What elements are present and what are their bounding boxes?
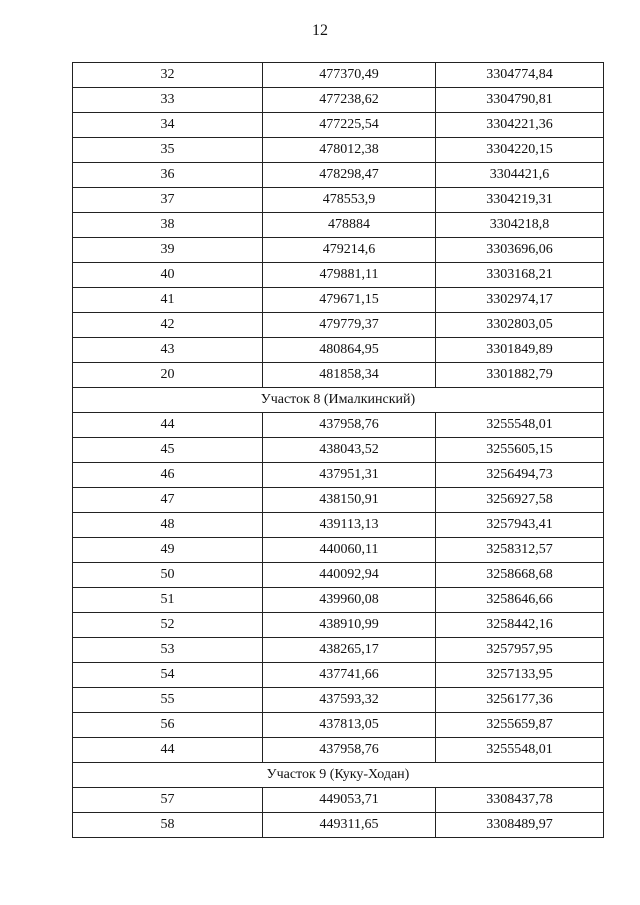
point-number-cell: 44 [73, 738, 263, 763]
point-number-cell: 52 [73, 613, 263, 638]
table-row [73, 438, 604, 463]
y-coordinate-cell: 3303168,21 [436, 263, 604, 288]
table-row [73, 338, 604, 363]
y-coordinate-cell: 3255605,15 [436, 438, 604, 463]
point-number-cell: 37 [73, 188, 263, 213]
point-number-cell: 35 [73, 138, 263, 163]
y-coordinate-cell: 3304774,84 [436, 63, 604, 88]
x-coordinate-cell: 478012,38 [263, 138, 436, 163]
table-row [73, 413, 604, 438]
table-row [73, 788, 604, 813]
x-coordinate-cell: 477238,62 [263, 88, 436, 113]
point-number-cell: 38 [73, 213, 263, 238]
y-coordinate-cell: 3304218,8 [436, 213, 604, 238]
table-row [73, 713, 604, 738]
y-coordinate-cell: 3255548,01 [436, 413, 604, 438]
x-coordinate-cell: 438043,52 [263, 438, 436, 463]
x-coordinate-cell: 478553,9 [263, 188, 436, 213]
x-coordinate-cell: 438150,91 [263, 488, 436, 513]
table-row [73, 263, 604, 288]
table-row [73, 538, 604, 563]
x-coordinate-cell: 437593,32 [263, 688, 436, 713]
table-row [73, 163, 604, 188]
y-coordinate-cell: 3304219,31 [436, 188, 604, 213]
point-number-cell: 41 [73, 288, 263, 313]
point-number-cell: 36 [73, 163, 263, 188]
section-header-row [73, 763, 604, 788]
x-coordinate-cell: 437813,05 [263, 713, 436, 738]
y-coordinate-cell: 3255548,01 [436, 738, 604, 763]
table-row [73, 288, 604, 313]
y-coordinate-cell: 3308437,78 [436, 788, 604, 813]
y-coordinate-cell: 3304421,6 [436, 163, 604, 188]
y-coordinate-cell: 3301849,89 [436, 338, 604, 363]
point-number-cell: 58 [73, 813, 263, 838]
table-row [73, 313, 604, 338]
x-coordinate-cell: 479779,37 [263, 313, 436, 338]
coordinates-table-body [73, 63, 604, 838]
x-coordinate-cell: 479671,15 [263, 288, 436, 313]
point-number-cell: 53 [73, 638, 263, 663]
y-coordinate-cell: 3256177,36 [436, 688, 604, 713]
point-number-cell: 20 [73, 363, 263, 388]
y-coordinate-cell: 3308489,97 [436, 813, 604, 838]
x-coordinate-cell: 440092,94 [263, 563, 436, 588]
point-number-cell: 54 [73, 663, 263, 688]
table-row [73, 513, 604, 538]
point-number-cell: 57 [73, 788, 263, 813]
y-coordinate-cell: 3255659,87 [436, 713, 604, 738]
point-number-cell: 34 [73, 113, 263, 138]
y-coordinate-cell: 3258442,16 [436, 613, 604, 638]
section-header-row [73, 388, 604, 413]
x-coordinate-cell: 437951,31 [263, 463, 436, 488]
x-coordinate-cell: 479214,6 [263, 238, 436, 263]
x-coordinate-cell: 439960,08 [263, 588, 436, 613]
y-coordinate-cell: 3256927,58 [436, 488, 604, 513]
table-row [73, 363, 604, 388]
point-number-cell: 44 [73, 413, 263, 438]
x-coordinate-cell: 449311,65 [263, 813, 436, 838]
x-coordinate-cell: 480864,95 [263, 338, 436, 363]
table-row [73, 213, 604, 238]
table-row [73, 463, 604, 488]
point-number-cell: 48 [73, 513, 263, 538]
coordinates-table [72, 62, 604, 838]
y-coordinate-cell: 3304790,81 [436, 88, 604, 113]
point-number-cell: 43 [73, 338, 263, 363]
point-number-cell: 39 [73, 238, 263, 263]
x-coordinate-cell: 477225,54 [263, 113, 436, 138]
point-number-cell: 49 [73, 538, 263, 563]
table-row [73, 88, 604, 113]
table-row [73, 113, 604, 138]
table-row [73, 488, 604, 513]
y-coordinate-cell: 3257133,95 [436, 663, 604, 688]
y-coordinate-cell: 3304220,15 [436, 138, 604, 163]
y-coordinate-cell: 3303696,06 [436, 238, 604, 263]
table-row [73, 688, 604, 713]
x-coordinate-cell: 478298,47 [263, 163, 436, 188]
y-coordinate-cell: 3302803,05 [436, 313, 604, 338]
y-coordinate-cell: 3258646,66 [436, 588, 604, 613]
y-coordinate-cell: 3304221,36 [436, 113, 604, 138]
point-number-cell: 32 [73, 63, 263, 88]
table-row [73, 63, 604, 88]
x-coordinate-cell: 438910,99 [263, 613, 436, 638]
point-number-cell: 42 [73, 313, 263, 338]
y-coordinate-cell: 3256494,73 [436, 463, 604, 488]
point-number-cell: 40 [73, 263, 263, 288]
table-row [73, 238, 604, 263]
table-row [73, 138, 604, 163]
y-coordinate-cell: 3302974,17 [436, 288, 604, 313]
point-number-cell: 55 [73, 688, 263, 713]
table-row [73, 563, 604, 588]
point-number-cell: 46 [73, 463, 263, 488]
x-coordinate-cell: 439113,13 [263, 513, 436, 538]
y-coordinate-cell: 3258312,57 [436, 538, 604, 563]
y-coordinate-cell: 3301882,79 [436, 363, 604, 388]
point-number-cell: 51 [73, 588, 263, 613]
x-coordinate-cell: 477370,49 [263, 63, 436, 88]
x-coordinate-cell: 437958,76 [263, 413, 436, 438]
table-row [73, 613, 604, 638]
point-number-cell: 33 [73, 88, 263, 113]
x-coordinate-cell: 437741,66 [263, 663, 436, 688]
table-row [73, 638, 604, 663]
page-number: 12 [312, 22, 328, 39]
y-coordinate-cell: 3257943,41 [436, 513, 604, 538]
table-row [73, 588, 604, 613]
x-coordinate-cell: 449053,71 [263, 788, 436, 813]
point-number-cell: 45 [73, 438, 263, 463]
x-coordinate-cell: 478884 [263, 213, 436, 238]
point-number-cell: 50 [73, 563, 263, 588]
y-coordinate-cell: 3258668,68 [436, 563, 604, 588]
section-title: Участок 8 (Ималкинский) [73, 388, 604, 413]
x-coordinate-cell: 438265,17 [263, 638, 436, 663]
x-coordinate-cell: 479881,11 [263, 263, 436, 288]
x-coordinate-cell: 481858,34 [263, 363, 436, 388]
point-number-cell: 56 [73, 713, 263, 738]
x-coordinate-cell: 440060,11 [263, 538, 436, 563]
point-number-cell: 47 [73, 488, 263, 513]
y-coordinate-cell: 3257957,95 [436, 638, 604, 663]
table-row [73, 663, 604, 688]
table-row [73, 738, 604, 763]
table-row [73, 188, 604, 213]
x-coordinate-cell: 437958,76 [263, 738, 436, 763]
section-title: Участок 9 (Куку-Ходан) [73, 763, 604, 788]
table-row [73, 813, 604, 838]
